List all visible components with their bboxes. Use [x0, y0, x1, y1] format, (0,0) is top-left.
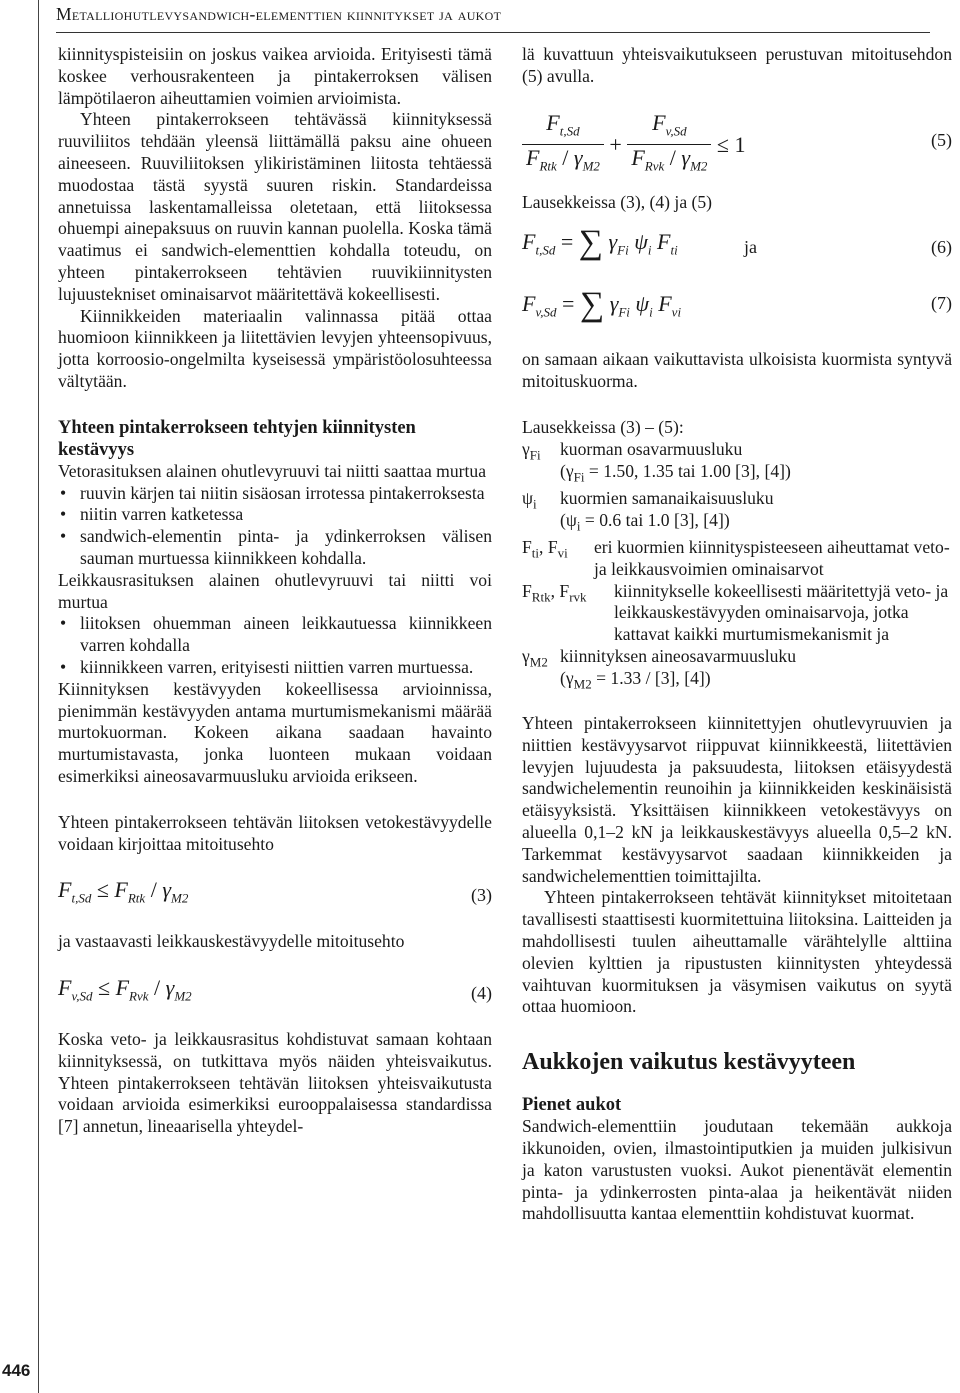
- subsection-heading: Pienet aukot: [522, 1095, 622, 1116]
- equation-number: (7): [931, 293, 952, 314]
- header-rule: [56, 32, 930, 33]
- definition-item: $F_{Rtk}$, $F_{rvk}$ kiinnitykselle kokeellisesti määritettyjä veto- ja leikkauskestävyyden ominaisarvoja, jotka kattavat kaikki murtumismekanismit ja: [522, 580, 949, 645]
- section-heading: Aukkojen vaikutus kestävyyteen: [522, 1049, 856, 1076]
- definition-item: $F_{ti}$, $F_{vi}$ eri kuormien kiinnityspisteeseen aiheuttamat veto- ja leikkausvoimien ominaisarvot: [522, 537, 950, 579]
- equation-5: $\frac{F_{t,Sd}}{F_{Rtk} / \gamma_{M2}}$ + $\frac{F_{v,Sd}}{F_{Rvk} / \gamma_{M2}}$ ≤ 1 (5): [522, 112, 952, 174]
- list-item: • niitin varren katketessa: [58, 504, 492, 526]
- equation-number: (6): [931, 237, 952, 258]
- equation-number: (5): [931, 129, 952, 150]
- margin-rule: [38, 0, 39, 1393]
- paragraph: Yhteen pintakerrokseen kiinnitettyjen ohutlevyruuvien ja niittien kestävyysarvot riippuvat kiinnikkeestä, liitettävien levyjen lujuudesta ja paksuudesta, liitoksen etäisyydestä sandwichelementin reunoihin ja kiinnikkeiden keskinäisistä etäisyyksistä. Yksittäisen kiinnikkeen vetokestävyys on alueella 0,1–2 kN ja leikkauskestävyys alueella 0,5–2 kN. Tarkemmat kestävyysarvot saadaan kiinnikkeiden ja sandwichelementtien toimittajilta.: [522, 713, 952, 886]
- paragraph: Yhteen pintakerrokseen tehtävät kiinnitykset mitoitetaan tavallisesti staattisesti kuormitettuina liitoksina. Laitteiden ja mahdollisesti tuulen aiheuttamalle värähtelylle alttiina olevien kylttien ja ripustusten kiinnitysten yhteydessä vaihtuvan kuormituksen ja väsymisen vaikutus on syytä ottaa huomioon.: [522, 887, 952, 1017]
- page-number: 446: [2, 1361, 31, 1380]
- left-column: [58, 44, 492, 1138]
- paragraph: Sandwich-elementtiin joudutaan tekemään aukkoja ikkunoiden, ovien, ilmastointiputkien ja muiden julkisivun ja katon varustusten vuoksi. Aukot pienentävät elementin pinta- ja ydinkerrosten pinta-alaa ja heikentävät niiden mahdollisuutta kantaa elementtiin kohdistuvat kuormat.: [522, 1116, 952, 1224]
- paragraph: ja vastaavasti leikkauskestävyydelle mitoitusehto: [58, 931, 405, 952]
- list-item: • kiinnikkeen varren, erityisesti niittien varren murtuessa.: [58, 657, 492, 679]
- definition-item: $\gamma_{Fi}$ kuorman osavarmuusluku ($\gamma_{Fi} = 1.50$, 1.35 tai 1.00 [3], [4]): [522, 438, 791, 485]
- equation-number: (3): [471, 885, 492, 906]
- paragraph: on samaan aikaan vaikuttavista ulkoisista kuormista syntyvä mitoituskuorma.: [522, 349, 952, 392]
- equation-conjunction: ja: [744, 237, 757, 258]
- equation-4: $F_{v,Sd} \le F_{Rvk} / \gamma_{M2}$ (4): [58, 975, 492, 1004]
- equation-7: $F_{v,Sd}$ = ∑ $\gamma_{Fi}$ $\psi_i$ $F_{vi}$ (7): [522, 286, 952, 324]
- equation-6: $F_{t,Sd}$ = ∑ $\gamma_{Fi}$ $\psi_i$ $F_{ti}$ ja (6): [522, 224, 952, 262]
- list-item: • sandwich-elementin pinta- ja ydinkerroksen välisen sauman murtuessa kiinnikkeen kohdalla.: [58, 526, 492, 570]
- bullet-list: [58, 613, 492, 678]
- bullet-list: [58, 483, 492, 570]
- paragraph: Lausekkeissa (3), (4) ja (5): [522, 191, 713, 212]
- list-item: • ruuvin kärjen tai niitin sisäosan irrotessa pintakerroksesta: [58, 483, 492, 505]
- definition-item: $\gamma_{M2}$ kiinnityksen aineosavarmuusluku ($\gamma_{M2} = 1.33 / [3]$, [4]): [522, 645, 797, 692]
- paragraph: Lausekkeissa (3) – (5):: [522, 416, 684, 437]
- equation-number: (4): [471, 983, 492, 1004]
- paragraph: Koska veto- ja leikkausrasitus kohdistuvat samaan kohtaan kiinnityksessä, on tutkittava myös näiden yhteisvaikutus. Yhteen pintakerrokseen tehtävän liitoksen yhteisvaikutusta voidaan arvioida esimerkiksi eurooppalaisessa standardissa [7] annetun, lineaarisella yhteydel-: [58, 1029, 492, 1137]
- paragraph: Kiinnikkeiden materiaalin valinnassa pitää ottaa huomioon kiinnikkeen ja liitettävien levyjen yhteensopivuus, jotta korroosio-ongelmilta kyseisessä ympäristöolosuhteessa vältytään.: [58, 305, 492, 391]
- list-item: • liitoksen ohuemman aineen leikkautuessa kiinnikkeen varren kohdalla: [58, 613, 492, 657]
- running-header: Metalliohutlevysandwich-elementtien kiinnitykset ja aukot: [56, 4, 502, 24]
- paragraph: Yhteen pintakerrokseen tehtävässä kiinnityksessä ruuviliitos tehdään yleensä liittämällä paksu aine ohueen aineeseen. Ruuviliitoksen ylikiristäminen liitosta tehtäessä muodostaa tästä syystä suuren riskin. Standardeissa annetuissa laskentamalleissa oletetaan, että liitoksessa ohuempi ainepaksuus on ruuvin kannan puolella. Koska tämä vaatimus ei sandwich-elementtien kohdalla toteudu, on yhteen pintakerrokseen tehtävien ruuvikiinnitysten lujuustekniset ominaisarvot määritettävä kokeellisesti.: [58, 109, 492, 304]
- paragraph: kiinnityspisteisiin on joskus vaikea arvioida. Erityisesti tämä koskee verhousrakenteen ja pintakerroksen välisen lämpötilaeron aiheuttamien voimien arvioimista.: [58, 44, 492, 108]
- paragraph: Vetorasituksen alainen ohutlevyruuvi tai niitti saattaa murtua: [58, 460, 486, 481]
- right-column: [522, 44, 952, 1225]
- paragraph: Yhteen pintakerrokseen tehtävän liitoksen vetokestävyydelle voidaan kirjoittaa mitoitusehto: [58, 811, 492, 854]
- paragraph: lä kuvattuun yhteisvaikutukseen perustuvan mitoitusehdon (5) avulla.: [522, 44, 952, 86]
- definition-item: $\psi_i$ kuormien samanaikaisuusluku ($\psi_i = 0.6$ tai 1.0 [3], [4]): [522, 487, 774, 534]
- paragraph: Leikkausrasituksen alainen ohutlevyruuvi tai niitti voi murtua: [58, 569, 492, 612]
- section-heading: Yhteen pintakerrokseen tehtyjen kiinnitysten kestävyys: [58, 417, 416, 460]
- equation-3: $F_{t,Sd} \le F_{Rtk} / \gamma_{M2}$ (3): [58, 877, 492, 906]
- symbol-definitions: [522, 439, 952, 695]
- paragraph: Kiinnityksen kestävyyden kokeellisessa arvioinnissa, pienimmän kestävyyden antama murtumismekanismi määrää murtokuorman. Kokeen aikana saadaan havainto murtumistavasta, jonka luonteen mukaan voidaan esimerkiksi aineosavarmuusluku arvioida erikseen.: [58, 678, 492, 786]
